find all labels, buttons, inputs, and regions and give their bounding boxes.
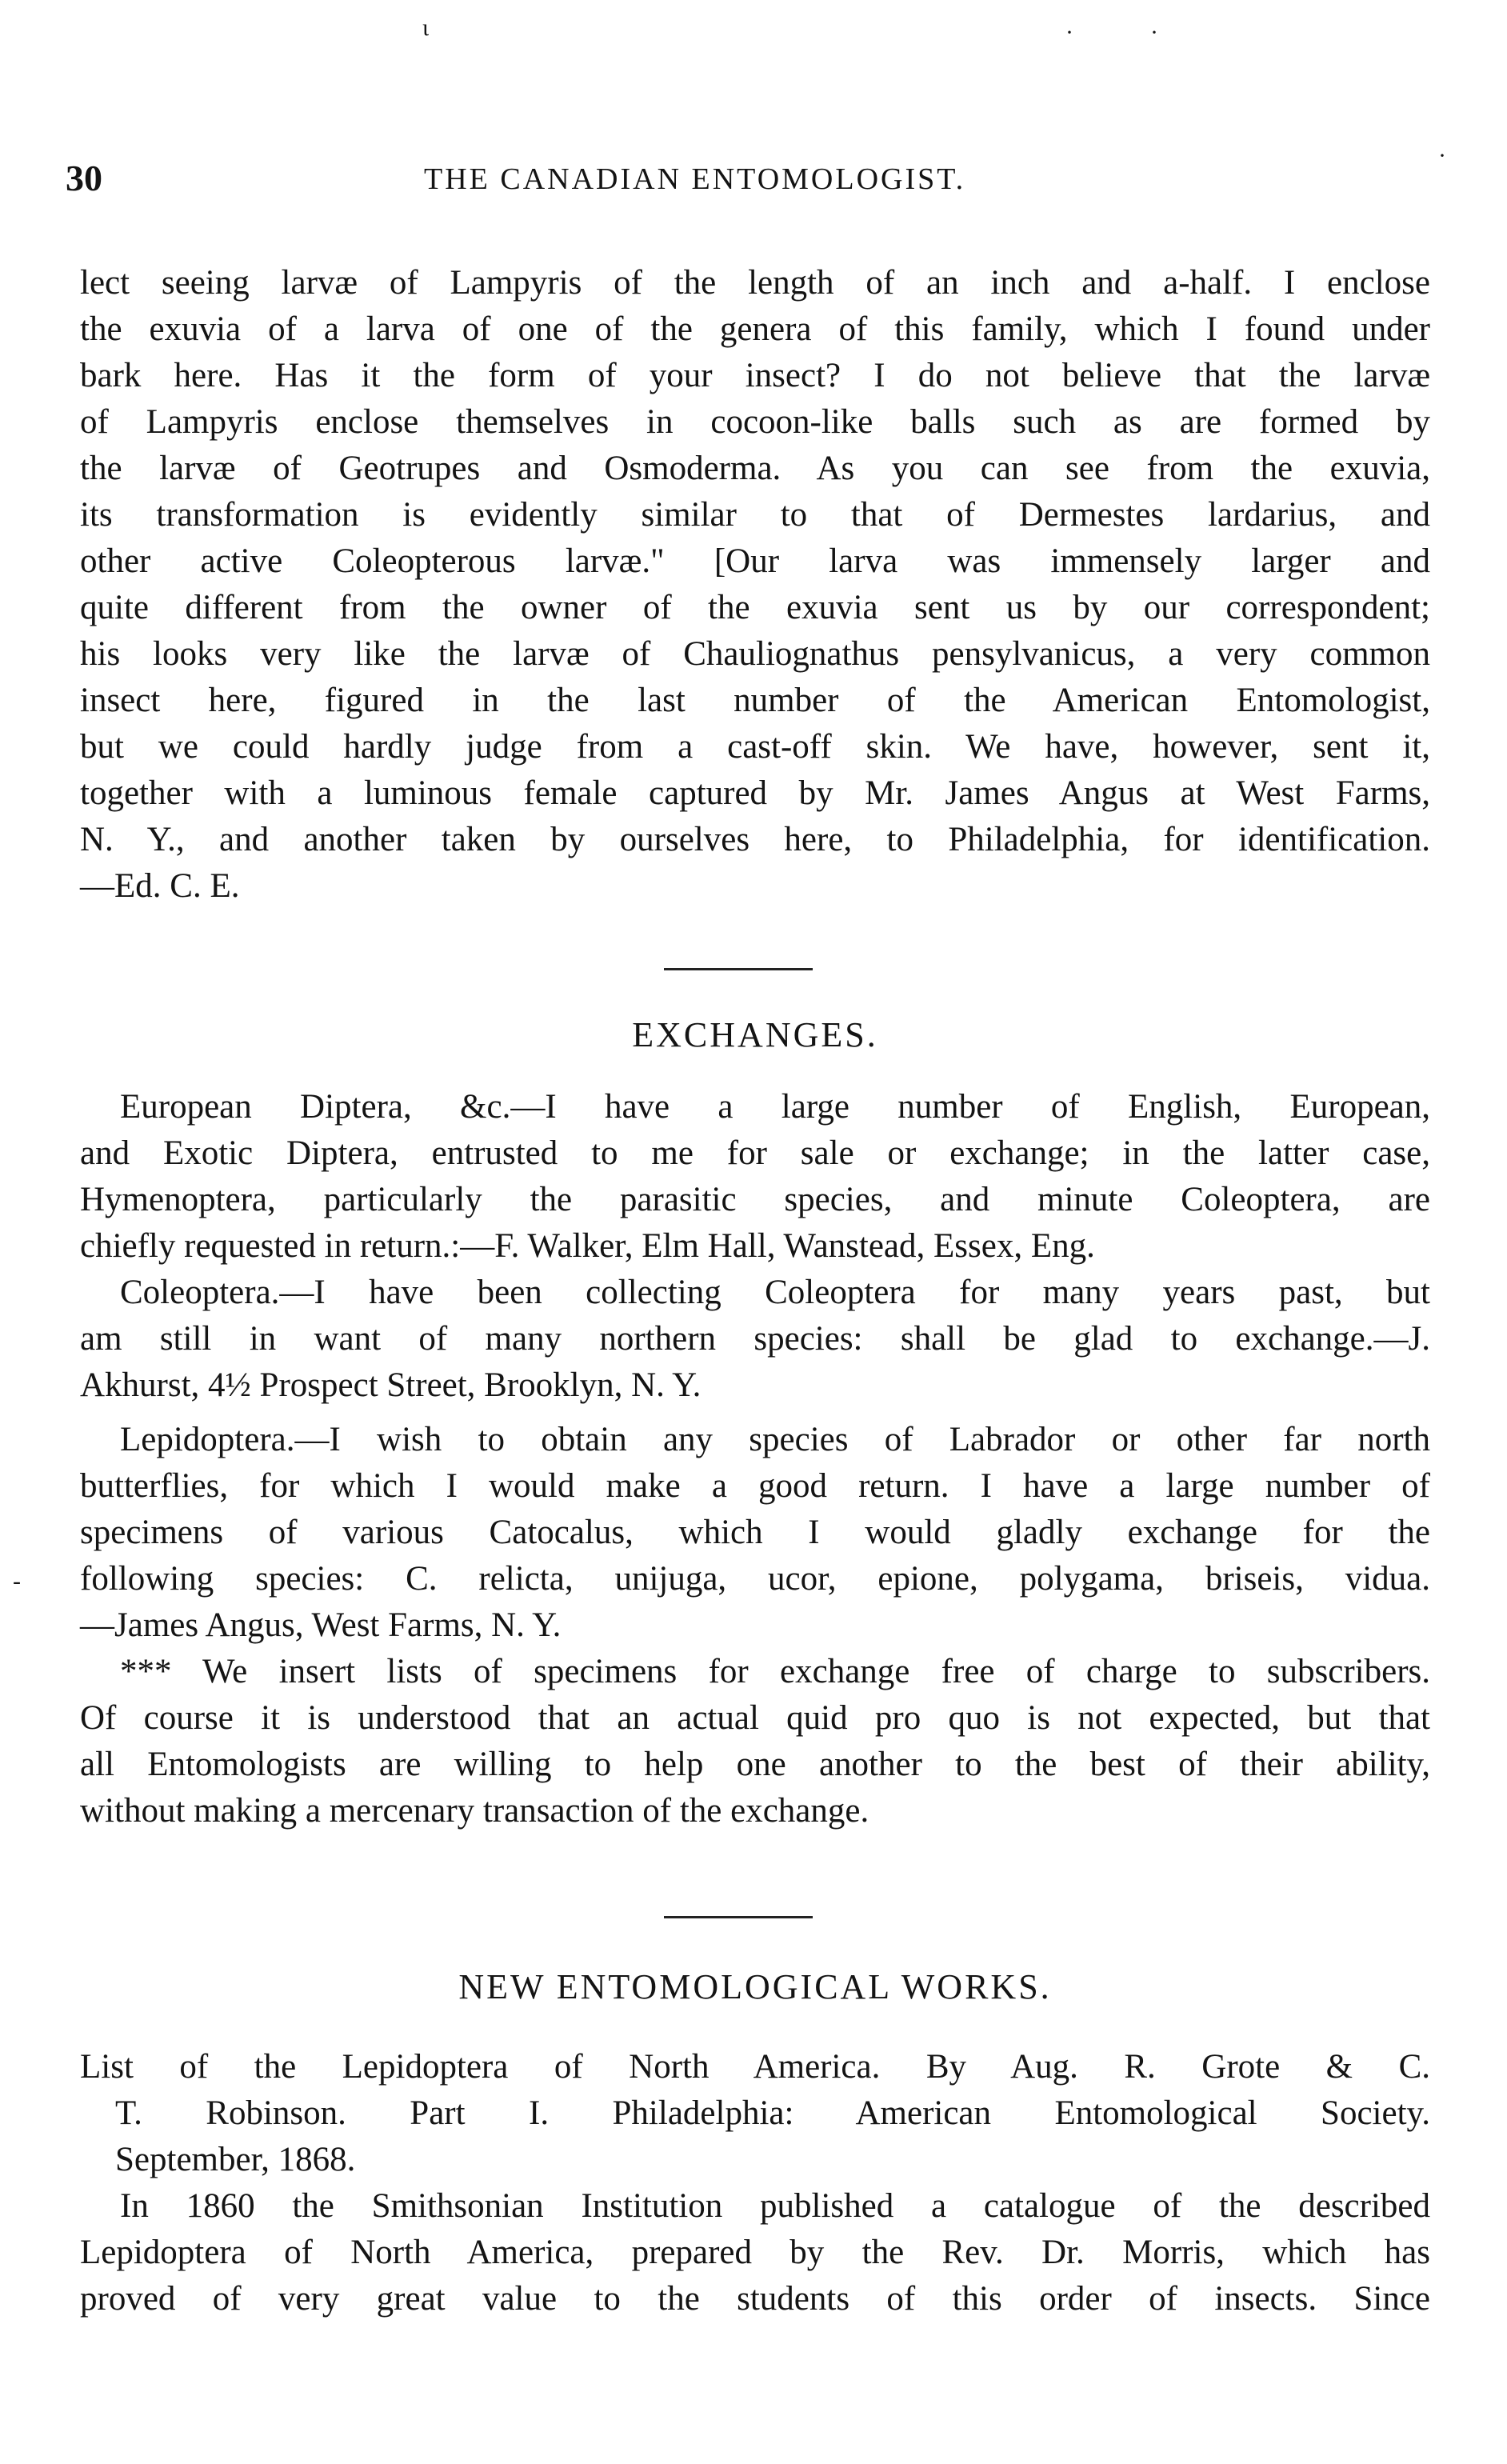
editor-signature: —Ed. C. E. <box>80 867 240 905</box>
stray-mark: ι <box>422 14 430 41</box>
text-line: In 1860 the Smithsonian Institution published a catalogue of the described <box>120 2187 1430 2225</box>
text-line: T. Robinson. Part I. Philadelphia: American Entomological Society. <box>115 2094 1430 2132</box>
section-divider <box>664 968 813 970</box>
text-line: his looks very like the larvæ of Chauliognathus pensylvanicus, a very common <box>80 635 1430 673</box>
text-line: quite different from the owner of the exuvia sent us by our correspondent; <box>80 589 1430 626</box>
text-line: chiefly requested in return.:—F. Walker, Elm Hall, Wanstead, Essex, Eng. <box>80 1227 1095 1265</box>
text-line: —James Angus, West Farms, N. Y. <box>80 1606 562 1644</box>
text-line: specimens of various Catocalus, which I would gladly exchange for the <box>80 1514 1430 1551</box>
text-line: Lepidoptera of North America, prepared by the Rev. Dr. Morris, which has <box>80 2234 1430 2271</box>
text-line: *** We insert lists of specimens for exchange free of charge to subscribers. <box>120 1653 1430 1690</box>
text-line: other active Coleopterous larvæ." [Our larva was immensely larger and <box>80 542 1430 580</box>
text-line: but we could hardly judge from a cast-off skin. We have, however, sent it, <box>80 728 1430 766</box>
running-title: THE CANADIAN ENTOMOLOGIST. <box>424 162 966 196</box>
new-works-section <box>80 2044 1430 2322</box>
text-line: the exuvia of a larva of one of the genera of this family, which I found under <box>80 310 1430 348</box>
text-line: of Lampyris enclose themselves in cocoon-like balls such as are formed by <box>80 403 1430 441</box>
text-line: September, 1868. <box>115 2141 356 2178</box>
text-line: bark here. Has it the form of your insect? I do not believe that the larvæ <box>80 357 1430 394</box>
text-line: together with a luminous female captured by Mr. James Angus at West Farms, <box>80 774 1430 812</box>
text-line: the larvæ of Geotrupes and Osmoderma. As you can see from the exuvia, <box>80 450 1430 487</box>
text-line: lect seeing larvæ of Lampyris of the length of an inch and a-half. I enclose <box>80 264 1430 302</box>
text-line: European Diptera, &c.—I have a large number of English, European, <box>120 1088 1430 1126</box>
text-line: insect here, figured in the last number of the American Entomologist, <box>80 682 1430 719</box>
text-line: List of the Lepidoptera of North America. By Aug. R. Grote & C. <box>80 2048 1430 2086</box>
text-line: am still in want of many northern species: shall be glad to exchange.—J. <box>80 1320 1430 1358</box>
text-line: Lepidoptera.—I wish to obtain any species of Labrador or other far north <box>120 1421 1430 1458</box>
text-line: Hymenoptera, particularly the parasitic species, and minute Coleoptera, are <box>80 1181 1430 1218</box>
stray-mark: · <box>1150 19 1158 46</box>
text-line: following species: C. relicta, unijuga, ucor, epione, polygama, briseis, vidua. <box>80 1560 1430 1598</box>
text-line: Akhurst, 4½ Prospect Street, Brooklyn, N. Y. <box>80 1366 702 1404</box>
text-line: Of course it is understood that an actual quid pro quo is not expected, but that <box>80 1699 1430 1737</box>
text-line: N. Y., and another taken by ourselves here, to Philadelphia, for identification. <box>80 821 1430 858</box>
text-line: proved of very great value to the students of this order of insects. Since <box>80 2280 1430 2318</box>
section-divider <box>664 1916 813 1918</box>
text-line: Coleoptera.—I have been collecting Coleoptera for many years past, but <box>120 1274 1430 1311</box>
letter-paragraph <box>80 260 1430 910</box>
stray-mark: · <box>1065 19 1073 46</box>
exchanges-section <box>80 1084 1430 1834</box>
page-header <box>66 157 1440 205</box>
new-works-heading: NEW ENTOMOLOGICAL WORKS. <box>458 1967 1052 2006</box>
text-line: all Entomologists are willing to help one another to the best of their ability, <box>80 1746 1430 1783</box>
text-line: without making a mercenary transaction of the exchange. <box>80 1792 869 1830</box>
text-line: and Exotic Diptera, entrusted to me for sale or exchange; in the latter case, <box>80 1134 1430 1172</box>
text-line: its transformation is evidently similar to that of Dermestes lardarius, and <box>80 496 1430 534</box>
stray-mark: · <box>1438 142 1446 169</box>
stray-mark: - <box>13 1568 21 1594</box>
page-number: 30 <box>66 158 102 198</box>
exchanges-heading: EXCHANGES. <box>632 1015 878 1054</box>
text-line: butterflies, for which I would make a good return. I have a large number of <box>80 1467 1430 1505</box>
